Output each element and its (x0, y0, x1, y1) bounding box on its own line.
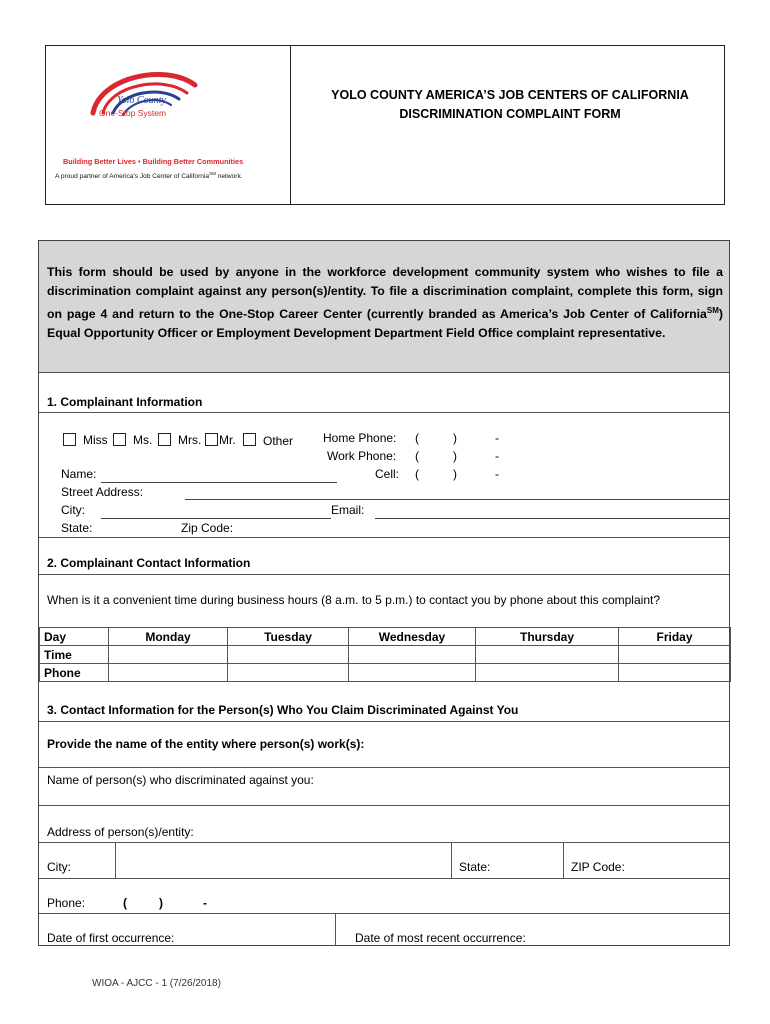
city-label-3: City: (47, 860, 71, 874)
time-wednesday[interactable] (349, 646, 476, 664)
contact-time-question: When is it a convenient time during business hours (8 a.m. to 5 p.m.) to contact you by phone about this complaint? (47, 593, 660, 607)
street-field[interactable] (185, 499, 729, 500)
time-friday[interactable] (619, 646, 731, 664)
table-row (40, 664, 731, 682)
day-thursday: Thursday (476, 628, 619, 646)
row-label-day: Day (40, 628, 109, 646)
header-divider (290, 45, 291, 205)
address-label: Address of person(s)/entity: (47, 825, 194, 839)
table-row (40, 646, 731, 664)
work-dash: - (495, 449, 499, 463)
logo-partner-text (55, 171, 243, 180)
intro-text (47, 263, 723, 343)
cell-paren-close: ) (453, 467, 457, 481)
cell-paren-open: ( (415, 467, 419, 481)
time-tuesday[interactable] (228, 646, 349, 664)
home-paren-close: ) (453, 431, 457, 445)
cell-label: Cell: (375, 467, 400, 481)
home-dash: - (495, 431, 499, 445)
recent-occurrence-label: Date of most recent occurrence: (355, 931, 526, 945)
label-ms: Ms. (133, 433, 153, 447)
complaint-form (38, 240, 730, 946)
entity-field[interactable] (39, 767, 729, 768)
city-state-zip-field[interactable] (39, 878, 729, 879)
person-label: Name of person(s) who discriminated against you: (47, 773, 314, 787)
page-title (300, 86, 720, 124)
cell-dash: - (495, 467, 499, 481)
checkbox-miss[interactable] (63, 433, 76, 446)
day-tuesday: Tuesday (228, 628, 349, 646)
city-field[interactable] (101, 518, 331, 519)
label-miss: Miss (83, 433, 108, 447)
work-phone-label: Work Phone: (327, 449, 397, 463)
time-thursday[interactable] (476, 646, 619, 664)
name-label: Name: (61, 467, 97, 481)
phone-friday[interactable] (619, 664, 731, 682)
work-paren-close: ) (453, 449, 457, 463)
day-friday: Friday (619, 628, 731, 646)
partner-prefix: A proud partner of America's Job Center of California (55, 173, 210, 181)
form-id-footer: WIOA - AJCC - 1 (7/26/2018) (92, 978, 221, 989)
checkbox-other[interactable] (243, 433, 256, 446)
title-line-2: DISCRIMINATION COMPLAINT FORM (399, 107, 621, 121)
checkbox-mr[interactable] (205, 433, 218, 446)
title-line-1: YOLO COUNTY AMERICA’S JOB CENTERS OF CALIFORNIA (331, 88, 689, 102)
table-row (40, 628, 731, 646)
day-monday: Monday (109, 628, 228, 646)
street-label: Street Address: (61, 485, 144, 499)
availability-table (39, 627, 731, 682)
intro-sup: SM (706, 306, 719, 315)
email-field[interactable] (375, 518, 729, 519)
email-label: Email: (331, 503, 365, 517)
phone-tuesday[interactable] (228, 664, 349, 682)
zip-label: Zip Code: (181, 521, 234, 535)
phone-thursday[interactable] (476, 664, 619, 682)
logo-tagline: Building Better Lives • Building Better Communities (63, 157, 244, 166)
intro-text-b: ) Equal Opportunity Officer or Employment Development Department Field Office complaint representative. (47, 307, 723, 341)
organization-logo (55, 55, 285, 195)
section3-heading: 3. Contact Information for the Person(s) Who You Claim Discriminated Against You (47, 703, 519, 717)
partner-sm: SM (209, 171, 216, 176)
phone-label-3: Phone: (47, 896, 86, 910)
person-field[interactable] (39, 805, 729, 806)
checkbox-mrs[interactable] (158, 433, 171, 446)
logo-mid-text: One-Stop System (99, 108, 167, 118)
first-occurrence-label: Date of first occurrence: (47, 931, 175, 945)
label-mr: Mr. (219, 433, 236, 447)
home-paren-open: ( (415, 431, 419, 445)
phone-field[interactable] (39, 913, 729, 914)
time-monday[interactable] (109, 646, 228, 664)
section1-heading: 1. Complainant Information (47, 395, 203, 409)
phone-monday[interactable] (109, 664, 228, 682)
city-label: City: (61, 503, 85, 517)
phone-open: ( (123, 896, 127, 910)
address-field[interactable] (39, 842, 729, 843)
phone-wednesday[interactable] (349, 664, 476, 682)
day-wednesday: Wednesday (349, 628, 476, 646)
logo-top-text: Yolo County (117, 95, 166, 106)
zip-label-3: ZIP Code: (571, 860, 625, 874)
label-other: Other (263, 434, 294, 448)
row-label-phone: Phone (40, 664, 109, 682)
state-label-3: State: (459, 860, 491, 874)
name-field[interactable] (101, 482, 337, 483)
phone-dash: - (203, 896, 207, 910)
section2-heading: 2. Complainant Contact Information (47, 556, 251, 570)
entity-label: Provide the name of the entity where person(s) work(s): (47, 737, 365, 751)
state-label: State: (61, 521, 93, 535)
checkbox-ms[interactable] (113, 433, 126, 446)
partner-suffix: network. (215, 173, 243, 181)
label-mrs: Mrs. (178, 433, 202, 447)
row-label-time: Time (40, 646, 109, 664)
work-paren-open: ( (415, 449, 419, 463)
phone-close: ) (159, 896, 163, 910)
home-phone-label: Home Phone: (323, 431, 397, 445)
intro-text-a: This form should be used by anyone in the workforce development community system who wishes to file a discrimination complaint against any person(s)/entity. To file a discrimination complaint, complete this form, sign on page 4 and return to the One-Stop Career Center (currently branded as America’s Job Center of California (47, 265, 723, 322)
